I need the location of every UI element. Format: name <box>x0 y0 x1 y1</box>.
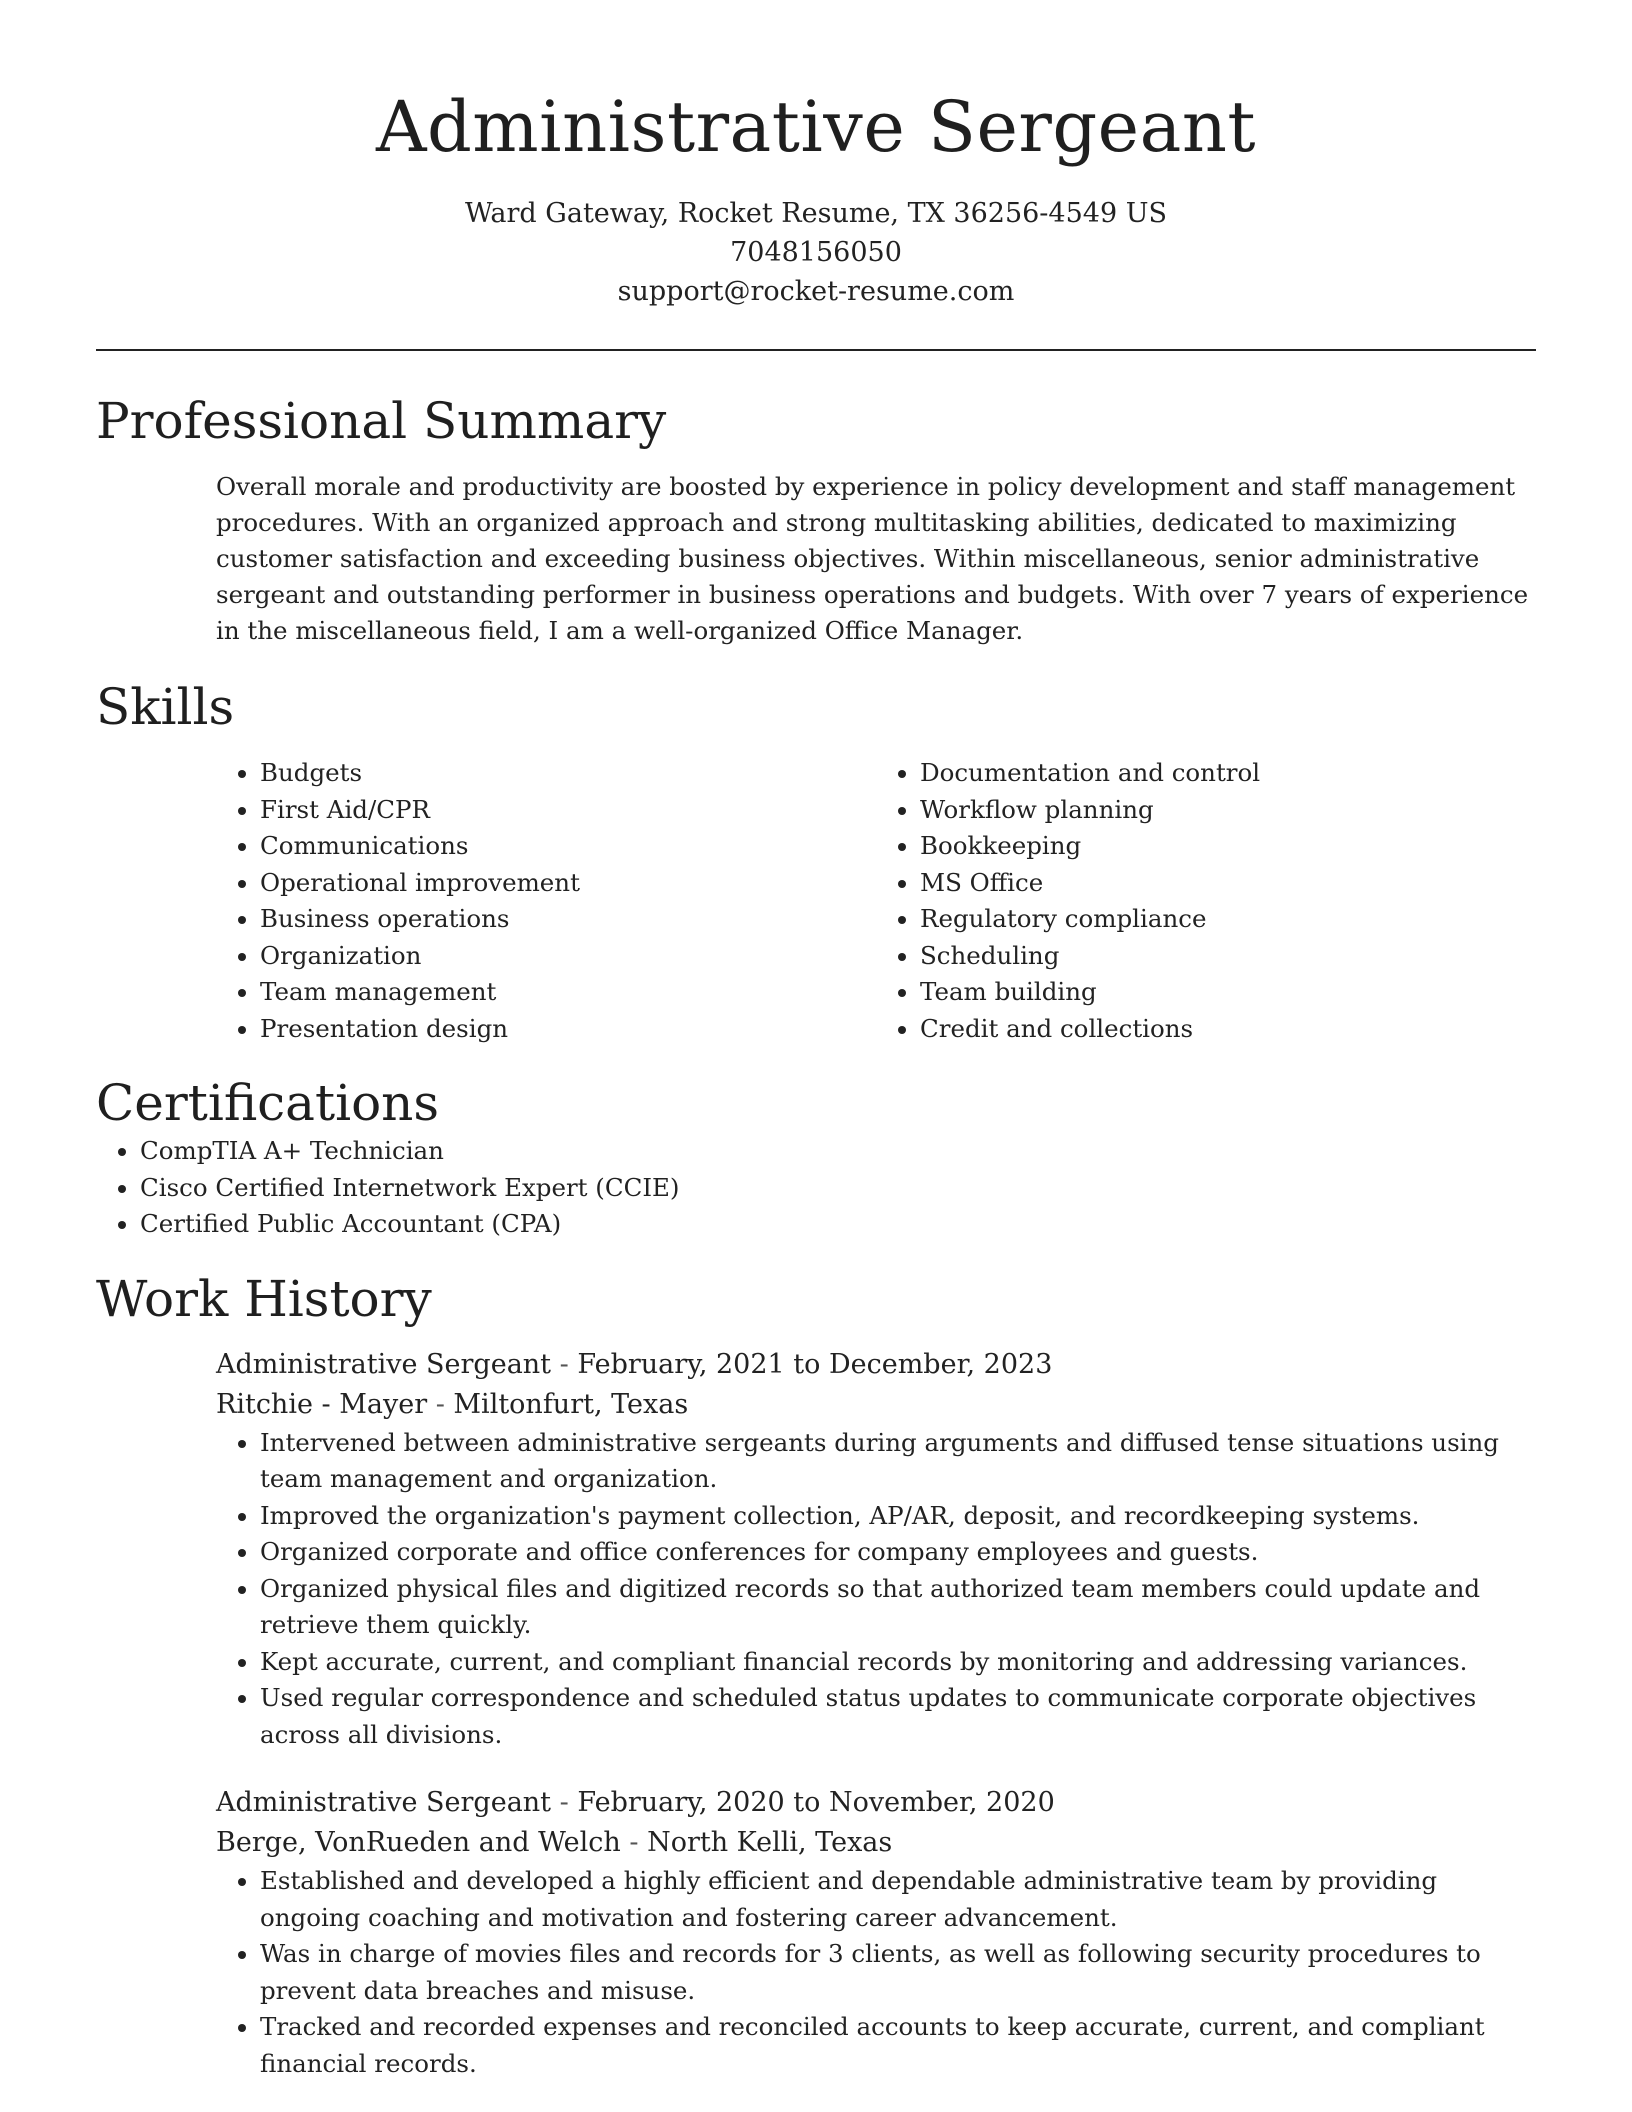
job-bullet: • Intervened between administrative sergeants during arguments and diffused tense situations using team management and organization. <box>260 1425 1536 1498</box>
candidate-name: Administrative Sergeant <box>375 86 1257 168</box>
job-bullet: • Tracked and recorded expenses and reconciled accounts to keep accurate, current, and compliant financial records. <box>260 2009 1536 2082</box>
skill-item: • Bookkeeping <box>920 828 1536 865</box>
job-separator: - <box>620 1827 648 1858</box>
job-bullets <box>216 1863 1536 2082</box>
skill-item: • Organization <box>260 938 876 975</box>
job-separator: - <box>551 1348 578 1380</box>
summary-text: Overall morale and productivity are boosted by experience in policy development and staff management procedures. With an organized approach and strong multitasking abilities, dedicated to maximizing customer satisfaction and exceeding business objectives. Within miscellaneous, senior administrative sergeant and outstanding performer in business operations and budgets. With over 7 years of experience in the miscellaneous field, I am a well-organized Office Manager. <box>216 472 1529 645</box>
phone: 7048156050 <box>730 237 902 268</box>
job-dates: February, 2021 to December, 2023 <box>577 1348 1053 1380</box>
skill-item: • Documentation and control <box>920 755 1536 792</box>
job-bullet: • Established and developed a highly efficient and dependable administrative team by providing ongoing coaching and motivation and fostering career advancement. <box>260 1863 1536 1936</box>
header-divider <box>96 349 1536 351</box>
skill-item: • Regulatory compliance <box>920 901 1536 938</box>
skill-item: • Workflow planning <box>920 792 1536 829</box>
skill-item: • Scheduling <box>920 938 1536 975</box>
skill-item: • Team management <box>260 974 876 1011</box>
resume-page <box>96 0 1536 2082</box>
job-title-line <box>216 1345 1536 1385</box>
job-company: Berge, VonRueden and Welch <box>216 1827 621 1858</box>
job-role: Administrative Sergeant <box>216 1348 552 1380</box>
job-bullet: • Organized physical files and digitized records so that authorized team members could update and retrieve them quickly. <box>260 1571 1536 1644</box>
job-company: Ritchie - Mayer <box>216 1388 428 1420</box>
contact-block <box>96 194 1536 311</box>
skills-title: Skills <box>96 678 235 736</box>
skills-column-right <box>876 755 1536 1047</box>
certification-item: • Certified Public Accountant (CPA) <box>140 1206 1536 1243</box>
job-location: Miltonfurt, Texas <box>453 1388 689 1420</box>
job-location: North Kelli, Texas <box>647 1827 893 1858</box>
job-separator: - <box>427 1388 454 1420</box>
skills-column-left <box>216 755 876 1047</box>
summary-title: Professional Summary <box>96 392 667 450</box>
job-role: Administrative Sergeant <box>216 1787 552 1818</box>
email: support@rocket-resume.com <box>617 276 1015 307</box>
job-bullet: • Kept accurate, current, and compliant financial records by monitoring and addressing variances. <box>260 1644 1536 1681</box>
job-entry <box>216 1783 1536 2082</box>
job-bullet: • Was in charge of movies files and records for 3 clients, as well as following security procedures to prevent data breaches and misuse. <box>260 1936 1536 2009</box>
job-bullet: • Used regular correspondence and scheduled status updates to communicate corporate objectives across all divisions. <box>260 1680 1536 1753</box>
job-company-line <box>216 1385 1536 1425</box>
skills-list <box>216 755 1536 1047</box>
skill-item: • Business operations <box>260 901 876 938</box>
skill-item: • Team building <box>920 974 1536 1011</box>
skill-item: • First Aid/CPR <box>260 792 876 829</box>
skill-item: • Budgets <box>260 755 876 792</box>
job-bullet: • Improved the organization's payment collection, AP/AR, deposit, and recordkeeping systems. <box>260 1498 1536 1535</box>
certification-item: • CompTIA A+ Technician <box>140 1133 1536 1170</box>
certifications-list <box>96 1133 1536 1243</box>
skill-item: • Communications <box>260 828 876 865</box>
skill-item: • Operational improvement <box>260 865 876 902</box>
job-bullet: • Organized corporate and office conferences for company employees and guests. <box>260 1534 1536 1571</box>
skill-item: • Credit and collections <box>920 1011 1536 1048</box>
job-company-line <box>216 1823 1536 1863</box>
certifications-title: Certifications <box>96 1074 440 1132</box>
work-history-title: Work History <box>96 1269 432 1328</box>
job-bullets <box>216 1425 1536 1754</box>
job-title-line <box>216 1783 1536 1823</box>
certification-item: • Cisco Certified Internetwork Expert (CCIE) <box>140 1170 1536 1207</box>
job-separator: - <box>551 1787 578 1818</box>
job-dates: February, 2020 to November, 2020 <box>577 1787 1055 1818</box>
job-entry <box>216 1345 1536 1754</box>
skill-item: • Presentation design <box>260 1011 876 1048</box>
address: Ward Gateway, Rocket Resume, TX 36256-4549 US <box>465 198 1167 229</box>
skill-item: • MS Office <box>920 865 1536 902</box>
